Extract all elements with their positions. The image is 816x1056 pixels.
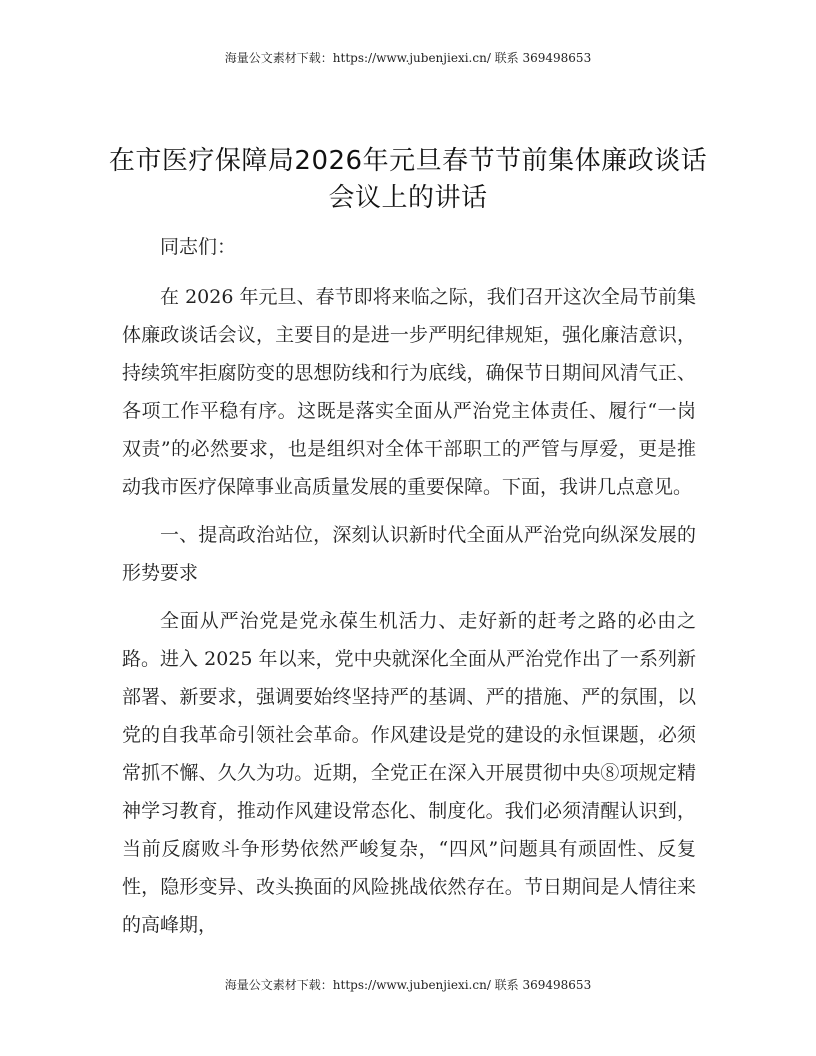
greeting: 同志们：: [160, 236, 237, 258]
footer-watermark: 海量公文素材下载：https://www.jubenjiexi.cn/ 联系 369498653: [224, 978, 592, 992]
section-heading-1: 一、提高政治站位，深刻认识新时代全面从严治党向纵深发展的形势要求: [122, 524, 696, 584]
document-title: 在市医疗保障局2026年元旦春节节前集体廉政谈话会议上的讲话: [108, 146, 708, 213]
paragraph-intro: 在 2026 年元旦、春节即将来临之际，我们召开这次全局节前集体廉政谈话会议，主要目的是进一步严明纪律规矩，强化廉洁意识，持续筑牢拒腐防变的思想防线和行为底线，确保节日期间风清气正、各项工作平稳有序。这既是落实全面从严治党主体责任、履行“一岗双责”的必然要求，也是组织对全体干部职工的严管与厚爱，更是推动我市医疗保障事业高质量发展的重要保障。下面，我讲几点意见。: [122, 286, 696, 498]
paragraph-section-1: 全面从严治党是党永葆生机活力、走好新的赶考之路的必由之路。进入 2025 年以来，党中央就深化全面从严治党作出了一系列新部署、新要求，强调要始终坚持严的基调、严的措施、严的氛围，以党的自我革命引领社会革命。作风建设是党的建设的永恒课题，必须常抓不懈、久久为功。近期，全党正在深入开展贯彻中央⑧项规定精神学习教育，推动作风建设常态化、制度化。我们必须清醒认识到，当前反腐败斗争形势依然严峻复杂，“四风”问题具有顽固性、反复性，隐形变异、改头换面的风险挑战依然存在。节日期间是人情往来的高峰期，: [122, 610, 696, 936]
document-body: [122, 228, 696, 954]
header-watermark: 海量公文素材下载：https://www.jubenjiexi.cn/ 联系 369498653: [224, 51, 592, 65]
